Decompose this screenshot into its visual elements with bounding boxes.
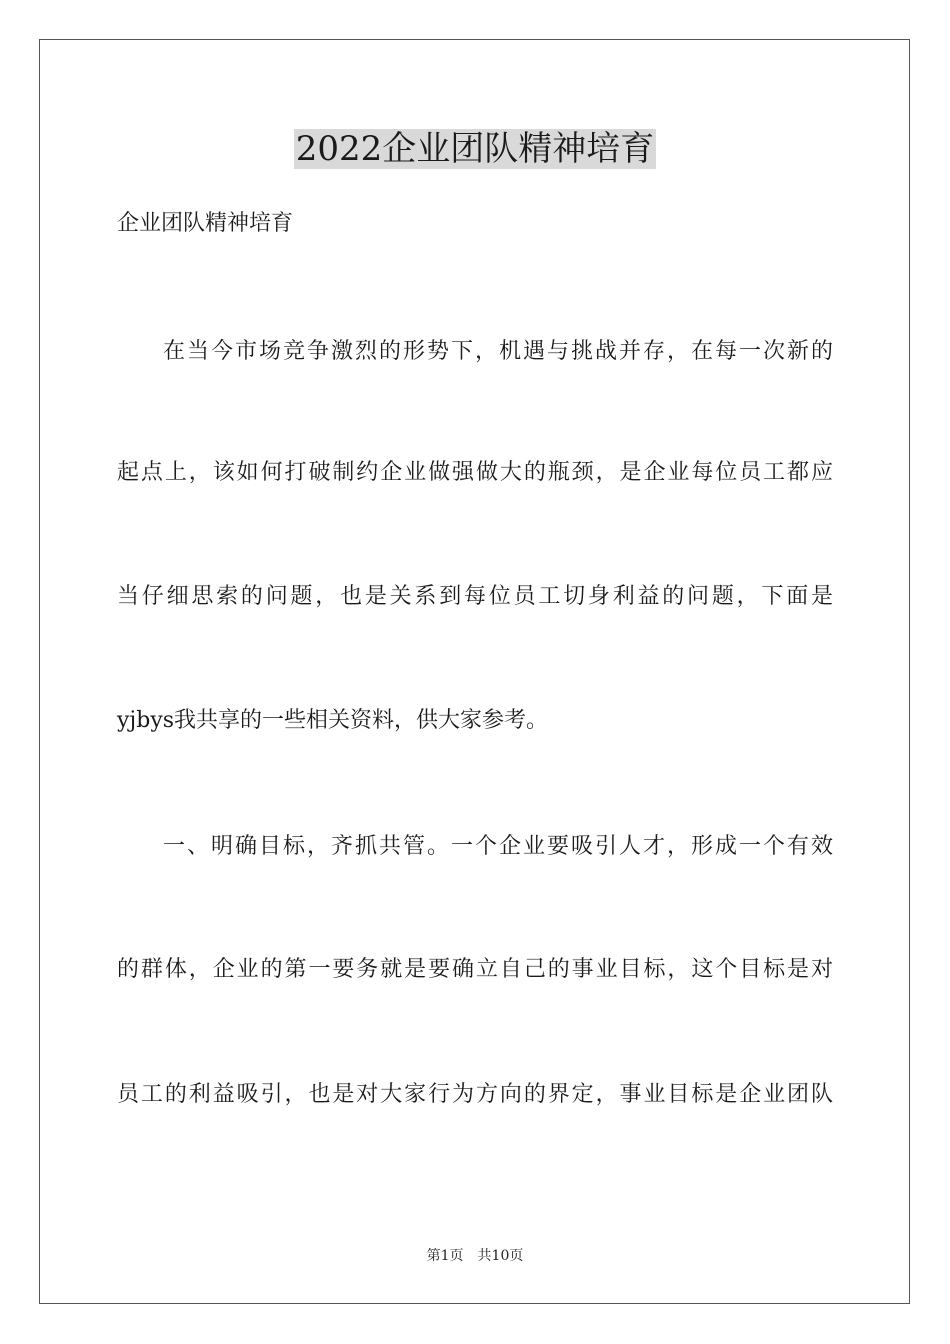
page-number: 第1页 — [426, 1248, 464, 1264]
paragraph-line: 一、明确目标，齐抓共管。一个企业要吸引人才，形成一个有效 — [163, 834, 833, 859]
document-title — [0, 128, 950, 170]
paragraph-line: 在当今市场竞争激烈的形势下，机遇与挑战并存，在每一次新的 — [163, 339, 833, 364]
paragraph-line: 员工的利益吸引，也是对大家行为方向的界定，事业目标是企业团队 — [117, 1082, 833, 1107]
paragraph-line: 当仔细思索的问题，也是关系到每位员工切身利益的问题，下面是 — [117, 584, 833, 609]
document-title-text: 2022企业团队精神培育 — [295, 129, 655, 169]
paragraph-line: 起点上，该如何打破制约企业做强做大的瓶颈，是企业每位员工都应 — [117, 460, 833, 485]
paragraph-line: 的群体，企业的第一要务就是要确立自己的事业目标，这个目标是对 — [117, 957, 833, 982]
document-subtitle: 企业团队精神培育 — [117, 211, 294, 236]
page-footer — [0, 1247, 950, 1265]
paragraph-line: yjbys我共享的一些相关资料，供大家参考。 — [117, 708, 549, 733]
page-total: 共10页 — [477, 1248, 524, 1264]
